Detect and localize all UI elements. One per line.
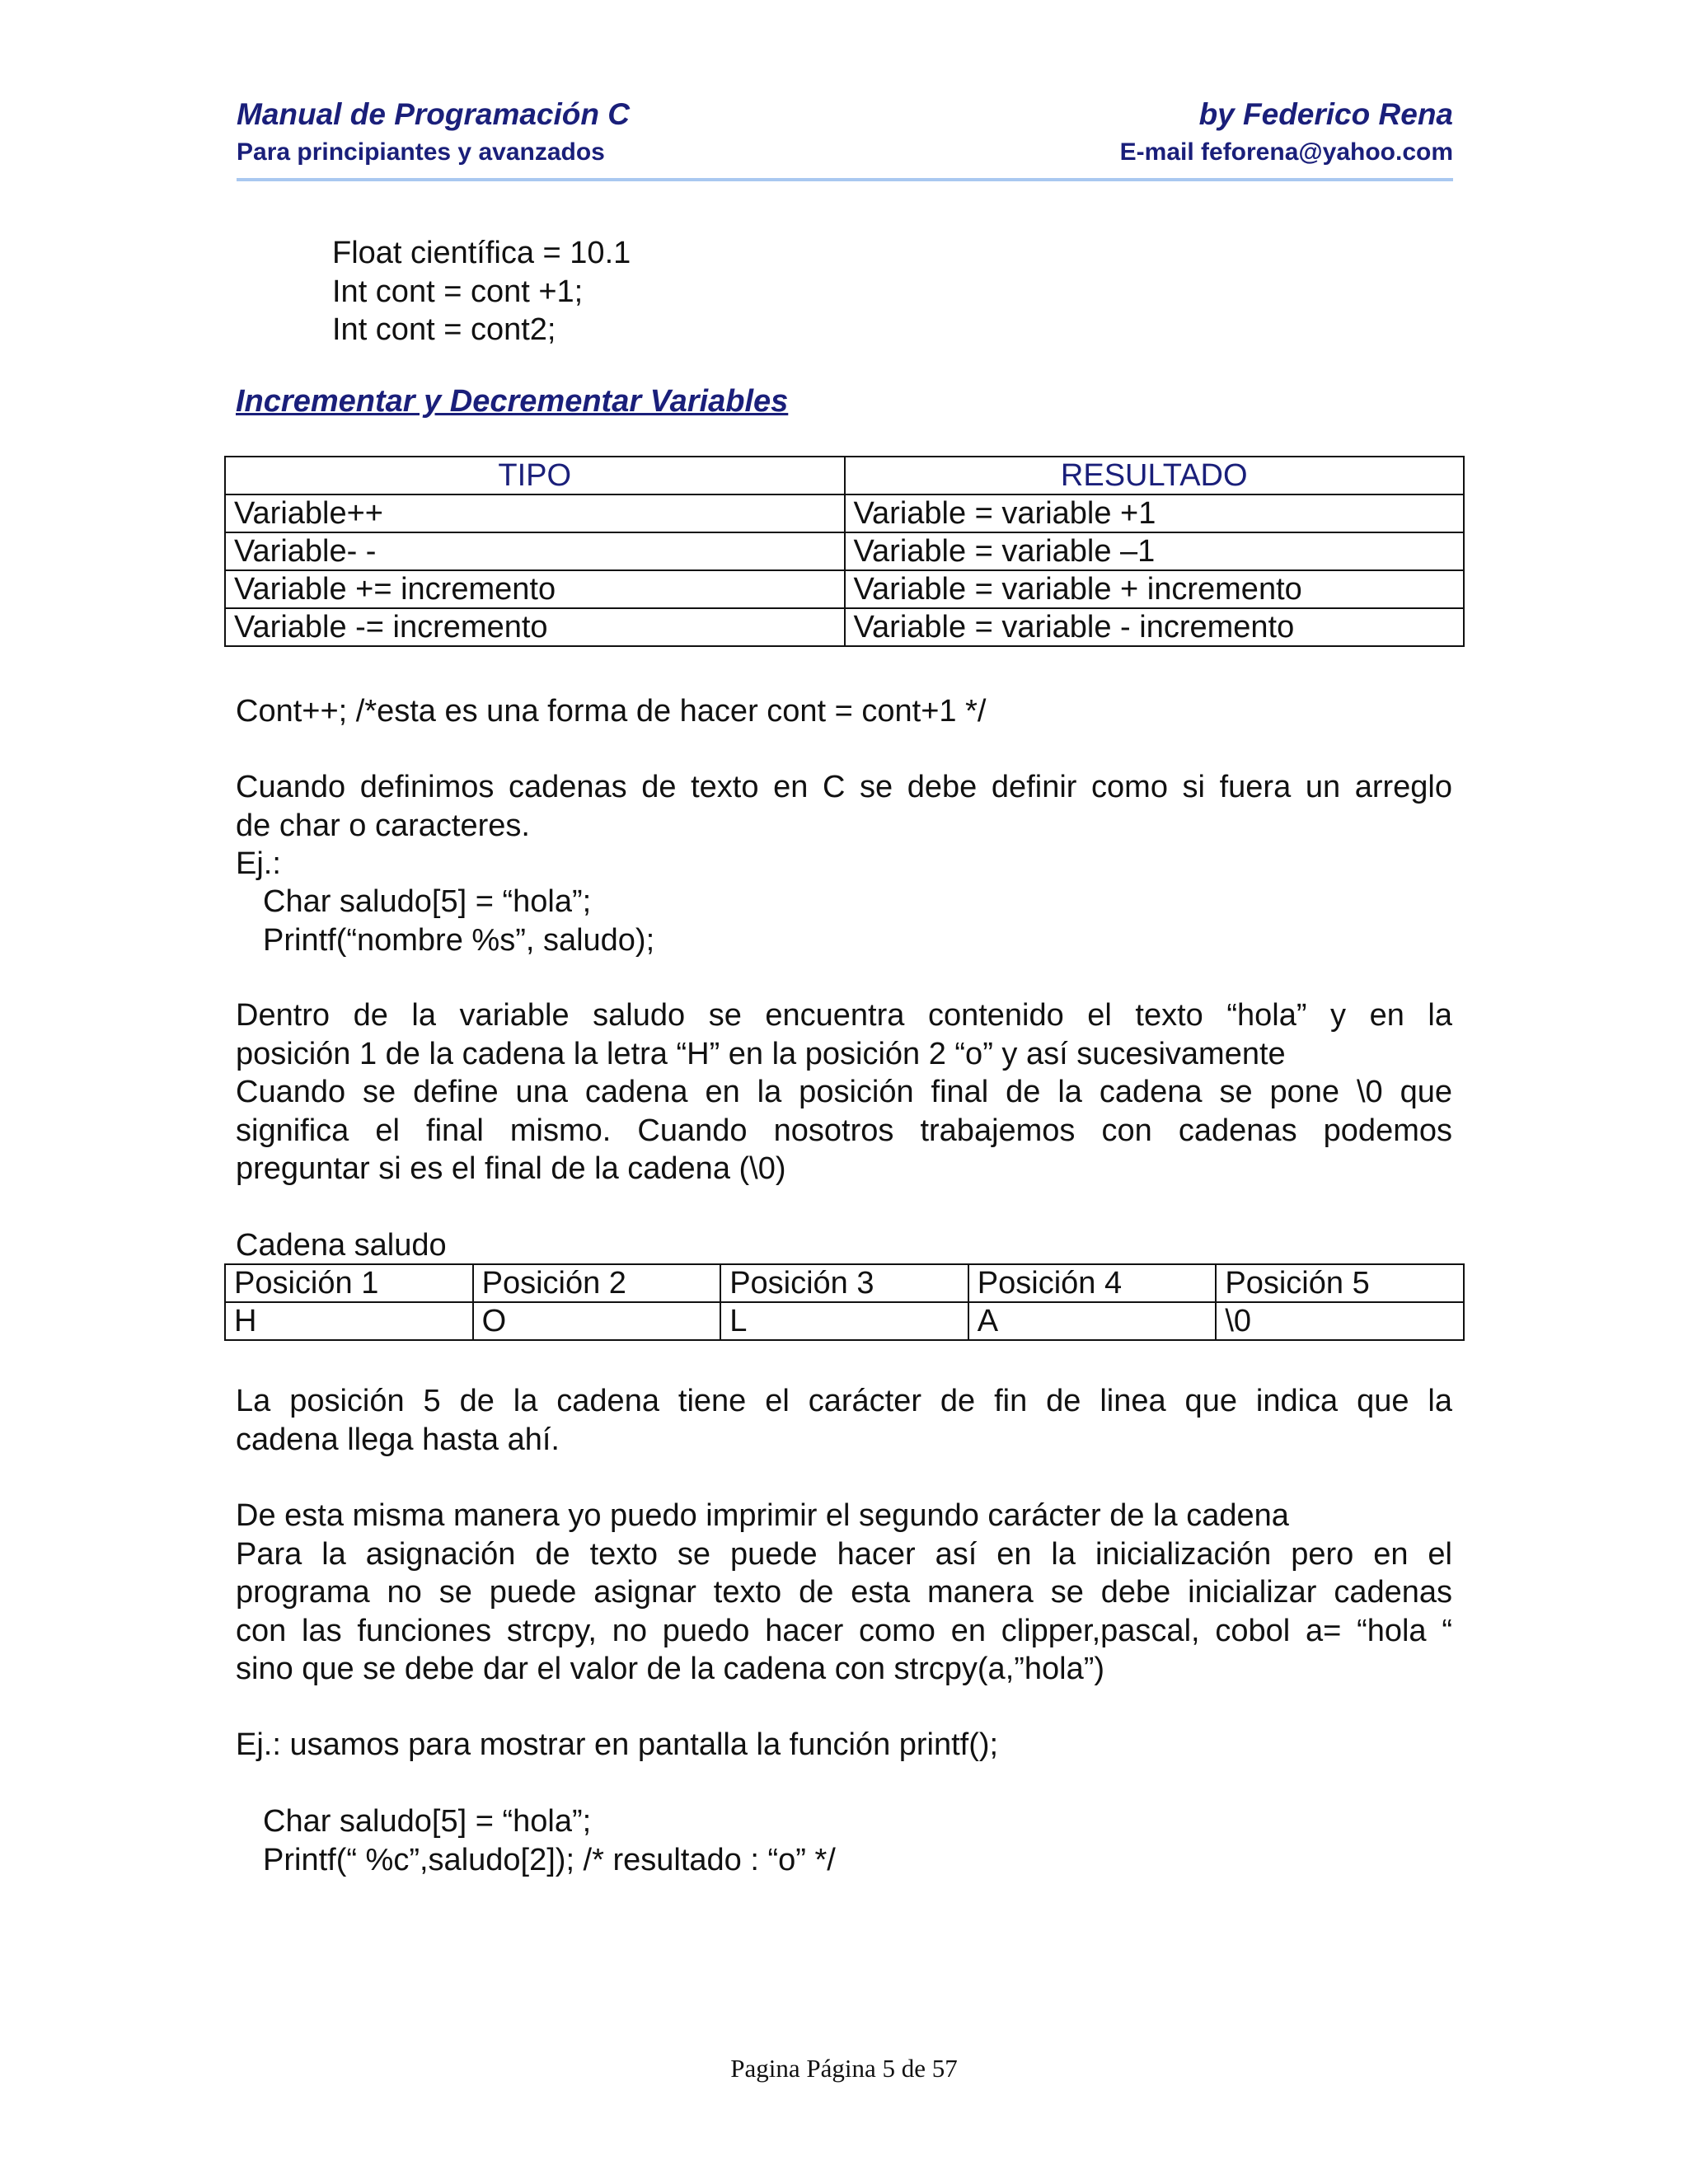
paragraph-line: cadena llega hasta ahí. xyxy=(236,1422,560,1457)
table-row xyxy=(225,532,1464,570)
table-cell: Variable = variable –1 xyxy=(845,532,1465,570)
table-cell: Variable++ xyxy=(225,494,845,532)
table-cell: L xyxy=(720,1302,968,1340)
table-cell: Variable = variable + incremento xyxy=(845,570,1465,608)
paragraph-line: de char o caracteres. xyxy=(236,808,530,843)
author-email: E-mail feforena@yahoo.com xyxy=(1119,138,1453,166)
table-cell: O xyxy=(473,1302,721,1340)
table-cell: \0 xyxy=(1216,1302,1464,1340)
column-header: Posición 4 xyxy=(968,1264,1217,1302)
author-name: by Federico Rena xyxy=(1198,97,1453,131)
column-header-tipo: TIPO xyxy=(225,457,845,494)
code-line: Printf(“nombre %s”, saludo); xyxy=(263,922,655,958)
paragraph-line: Dentro de la variable saludo se encuentra contenido el texto “hola” y en la xyxy=(236,998,1452,1033)
table-row xyxy=(225,494,1464,532)
example-printf-line: Ej.: usamos para mostrar en pantalla la función printf(); xyxy=(236,1727,999,1762)
code-line: Int cont = cont +1; xyxy=(332,274,584,309)
paragraph-line: Cuando se define una cadena en la posición final de la cadena se pone \0 que xyxy=(236,1075,1452,1109)
column-header-resultado: RESULTADO xyxy=(845,457,1465,494)
table-cell: Variable = variable - incremento xyxy=(845,608,1465,646)
table-row xyxy=(225,570,1464,608)
paragraph-line: posición 1 de la cadena la letra “H” en la posición 2 “o” y así sucesivamente xyxy=(236,1036,1286,1071)
header-divider xyxy=(237,178,1453,181)
paragraph-line: sino que se debe dar el valor de la cadena con strcpy(a,”hola”) xyxy=(236,1652,1105,1686)
paragraph-dentro xyxy=(236,996,1452,1188)
manual-title: Manual de Programación C xyxy=(237,97,630,131)
paragraph-posicion5 xyxy=(236,1382,1452,1459)
paragraph-misma-manera xyxy=(236,1497,1452,1689)
code-block-declarations xyxy=(332,234,631,349)
table-header-row xyxy=(225,1264,1464,1302)
code-line: Int cont = cont2; xyxy=(332,312,556,347)
table-cell: H xyxy=(225,1302,473,1340)
table-cell: A xyxy=(968,1302,1217,1340)
table-row xyxy=(225,608,1464,646)
table-cell: Variable = variable +1 xyxy=(845,494,1465,532)
paragraph-cadenas xyxy=(236,768,1452,845)
table-row xyxy=(225,1302,1464,1340)
paragraph-line: La posición 5 de la cadena tiene el carácter de fin de linea que indica que la xyxy=(236,1384,1452,1418)
paragraph-line: programa no se puede asignar texto de esta manera se debe inicializar cadenas xyxy=(236,1575,1452,1610)
paragraph-line: significa el final mismo. Cuando nosotros trabajemos con cadenas podemos xyxy=(236,1113,1452,1148)
cadena-saludo-label: Cadena saludo xyxy=(236,1228,447,1263)
table-cell: Variable += incremento xyxy=(225,570,845,608)
page-header xyxy=(237,97,1453,183)
manual-subtitle: Para principiantes y avanzados xyxy=(237,138,605,166)
paragraph-line: De esta misma manera yo puedo imprimir el segundo carácter de la cadena xyxy=(236,1498,1289,1533)
column-header: Posición 1 xyxy=(225,1264,473,1302)
positions-table xyxy=(224,1263,1465,1341)
cont-increment-code: Cont++; /*esta es una forma de hacer cont = cont+1 */ xyxy=(236,694,987,729)
paragraph-line: Cuando definimos cadenas de texto en C se debe definir como si fuera un arreglo xyxy=(236,770,1452,804)
column-header: Posición 3 xyxy=(720,1264,968,1302)
code-block-example xyxy=(263,883,654,959)
paragraph-line: con las funciones strcpy, no puedo hacer como en clipper,pascal, cobol a= “hola “ xyxy=(236,1613,1452,1648)
paragraph-line: Para la asignación de texto se puede hacer así en la inicialización pero en el xyxy=(236,1536,1452,1572)
code-line: Float científica = 10.1 xyxy=(332,236,631,270)
table-cell: Variable -= incremento xyxy=(225,608,845,646)
code-line: Char saludo[5] = “hola”; xyxy=(263,884,592,919)
code-block-final xyxy=(263,1802,836,1879)
table-header-row xyxy=(225,457,1464,494)
table-cell: Variable- - xyxy=(225,532,845,570)
code-line: Char saludo[5] = “hola”; xyxy=(263,1804,592,1839)
section-heading: Incrementar y Decrementar Variables xyxy=(236,384,789,419)
column-header: Posición 5 xyxy=(1216,1264,1464,1302)
paragraph-line: preguntar si es el final de la cadena (\0) xyxy=(236,1151,786,1186)
increment-table xyxy=(224,456,1465,647)
code-line: Printf(“ %c”,saludo[2]); /* resultado : “o” */ xyxy=(263,1842,836,1877)
column-header: Posición 2 xyxy=(473,1264,721,1302)
page-number-footer: Pagina Página 5 de 57 xyxy=(730,2054,958,2083)
example-label: Ej.: xyxy=(236,846,281,881)
